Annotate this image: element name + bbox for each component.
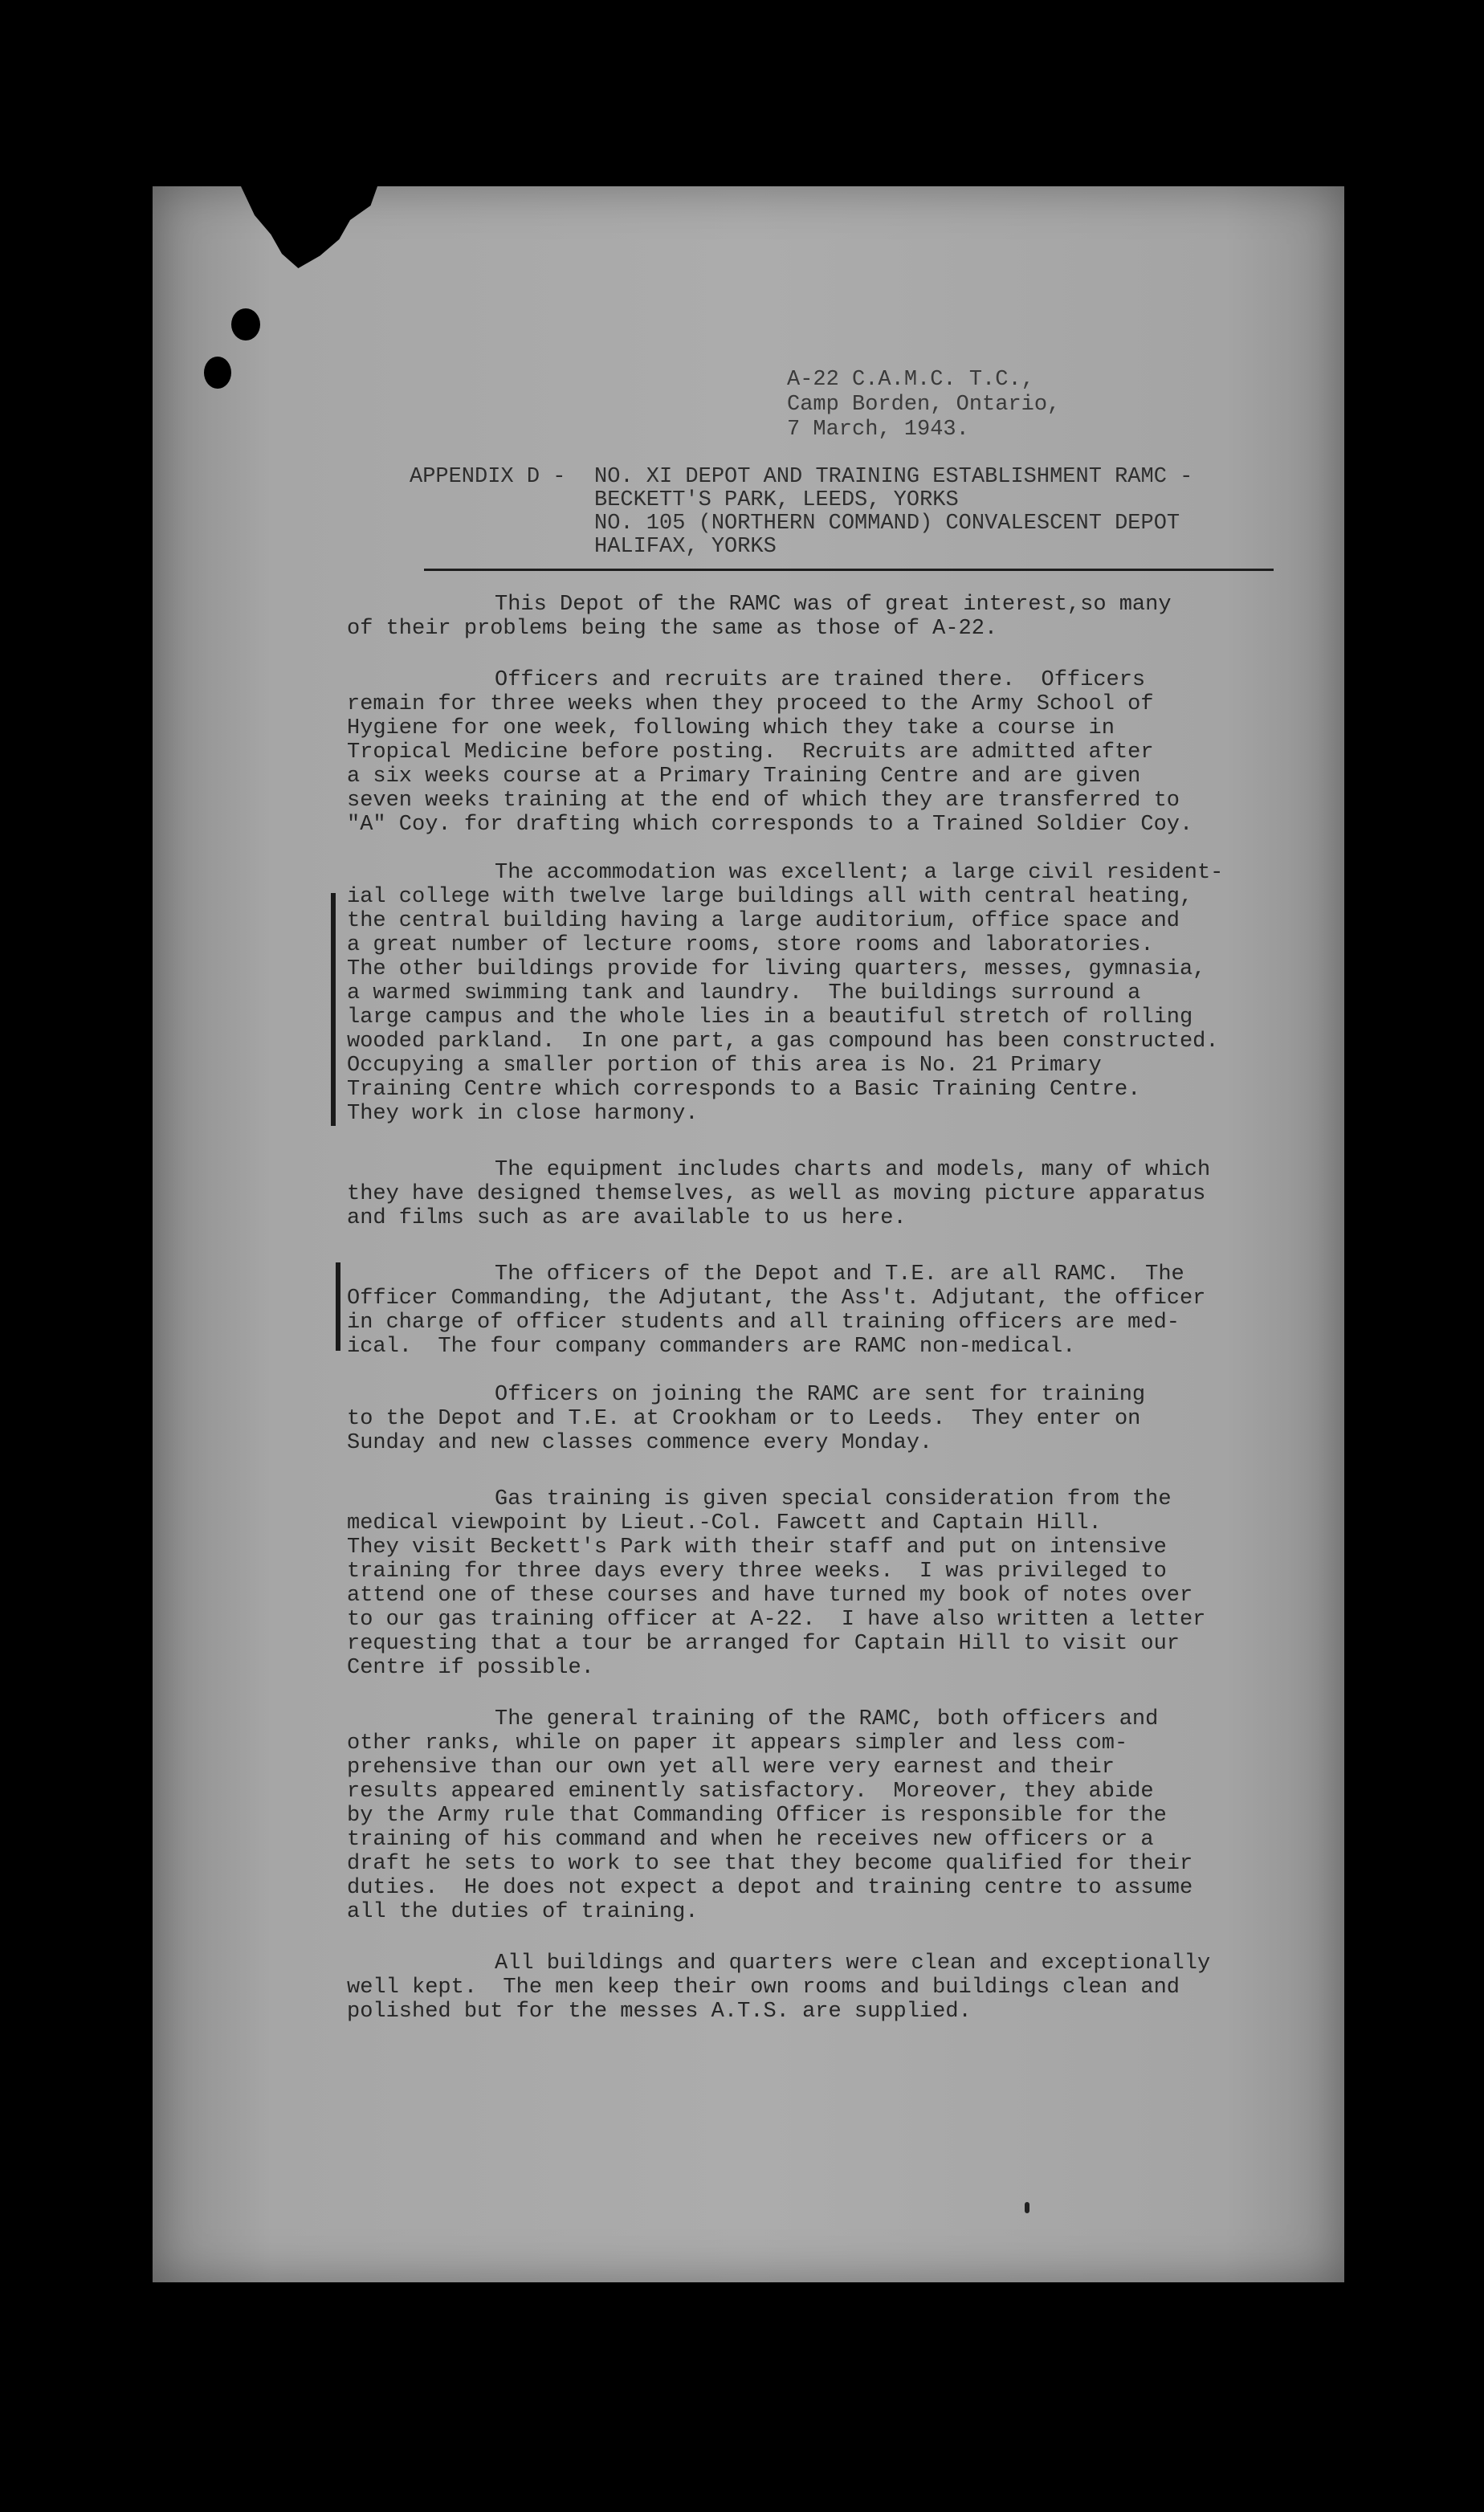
text-line: draft he sets to work to see that they become qualified for their bbox=[347, 1852, 1193, 1876]
text-line: all the duties of training. bbox=[347, 1900, 699, 1924]
text-line: The officers of the Depot and T.E. are all RAMC. The bbox=[495, 1262, 1184, 1287]
text-line: by the Army rule that Commanding Officer is responsible for the bbox=[347, 1804, 1167, 1828]
text-line: Training Centre which corresponds to a Basic Training Centre. bbox=[347, 1078, 1141, 1102]
text-line: a six weeks course at a Primary Training Centre and are given bbox=[347, 765, 1141, 789]
text-line: training of his command and when he receives new officers or a bbox=[347, 1828, 1154, 1852]
punch-hole bbox=[204, 357, 231, 389]
text-line: prehensive than our own yet all were very earnest and their bbox=[347, 1756, 1115, 1780]
text-line: Officers on joining the RAMC are sent for training bbox=[495, 1383, 1146, 1407]
text-line: well kept. The men keep their own rooms and buildings clean and bbox=[347, 1976, 1180, 2000]
text-line: a great number of lecture rooms, store rooms and laboratories. bbox=[347, 933, 1154, 957]
text-line: The equipment includes charts and models, many of which bbox=[495, 1158, 1211, 1182]
text-line: training for three days every three weeks. I was privileged to bbox=[347, 1560, 1167, 1584]
text-line: wooded parkland. In one part, a gas compound has been constructed. bbox=[347, 1030, 1219, 1054]
text-line: to our gas training officer at A-22. I have also written a letter bbox=[347, 1608, 1206, 1632]
text-line: and films such as are available to us here. bbox=[347, 1206, 907, 1230]
paragraph bbox=[347, 593, 1172, 641]
text-line: ial college with twelve large buildings all with central heating, bbox=[347, 885, 1193, 909]
text-line: Hygiene for one week, following which they take a course in bbox=[347, 716, 1115, 740]
paragraph bbox=[347, 1951, 1210, 2024]
header-line: Camp Borden, Ontario, bbox=[787, 393, 1061, 417]
text-line: requesting that a tour be arranged for Captain Hill to visit our bbox=[347, 1632, 1180, 1656]
header-line: A-22 C.A.M.C. T.C., bbox=[787, 368, 1034, 392]
text-line: polished but for the messes A.T.S. are supplied. bbox=[347, 2000, 972, 2024]
text-line: "A" Coy. for drafting which corresponds to a Trained Soldier Coy. bbox=[347, 813, 1193, 837]
punch-hole bbox=[231, 308, 260, 341]
text-line: attend one of these courses and have turned my book of notes over bbox=[347, 1584, 1193, 1608]
margin-mark bbox=[336, 1262, 340, 1351]
text-line: Tropical Medicine before posting. Recruits are admitted after bbox=[347, 740, 1154, 765]
text-line: large campus and the whole lies in a beautiful stretch of rolling bbox=[347, 1005, 1193, 1030]
paragraph bbox=[347, 668, 1192, 837]
appendix-label: APPENDIX D - bbox=[410, 465, 566, 489]
paragraph bbox=[347, 1158, 1210, 1230]
text-line: the central building having a large auditorium, office space and bbox=[347, 909, 1180, 933]
text-line: ical. The four company commanders are RAMC non-medical. bbox=[347, 1335, 1076, 1359]
text-line: Officer Commanding, the Adjutant, the Ass't. Adjutant, the officer bbox=[347, 1287, 1206, 1311]
paragraph bbox=[347, 1487, 1205, 1680]
text-line: They work in close harmony. bbox=[347, 1102, 699, 1126]
title-line: BECKETT'S PARK, LEEDS, YORKS bbox=[594, 488, 959, 512]
text-line: seven weeks training at the end of which they are transferred to bbox=[347, 789, 1180, 813]
paragraph bbox=[347, 1707, 1192, 1924]
title-underline bbox=[424, 569, 1274, 571]
text-line: of their problems being the same as those of A-22. bbox=[347, 617, 998, 641]
title-line: NO. 105 (NORTHERN COMMAND) CONVALESCENT DEPOT bbox=[594, 512, 1180, 536]
text-line: to the Depot and T.E. at Crookham or to Leeds. They enter on bbox=[347, 1407, 1141, 1431]
text-line: results appeared eminently satisfactory. Moreover, they abide bbox=[347, 1780, 1154, 1804]
text-line: Centre if possible. bbox=[347, 1656, 594, 1680]
appendix-title bbox=[410, 466, 1192, 559]
text-line: The other buildings provide for living quarters, messes, gymnasia, bbox=[347, 957, 1206, 981]
title-line: HALIFAX, YORKS bbox=[594, 535, 777, 559]
margin-mark bbox=[331, 893, 336, 1126]
text-line: Sunday and new classes commence every Monday. bbox=[347, 1431, 933, 1455]
text-line: Officers and recruits are trained there. Officers bbox=[495, 668, 1146, 692]
text-line: medical viewpoint by Lieut.-Col. Fawcett and Captain Hill. bbox=[347, 1511, 1102, 1535]
header-line: 7 March, 1943. bbox=[787, 418, 969, 442]
paragraph bbox=[347, 1262, 1205, 1359]
paragraph bbox=[347, 1383, 1145, 1455]
text-line: other ranks, while on paper it appears simpler and less com- bbox=[347, 1731, 1128, 1756]
text-line: The accommodation was excellent; a large civil resident- bbox=[495, 861, 1224, 885]
text-line: duties. He does not expect a depot and training centre to assume bbox=[347, 1876, 1193, 1900]
text-line: This Depot of the RAMC was of great interest,so many bbox=[495, 593, 1172, 617]
text-line: All buildings and quarters were clean and exceptionally bbox=[495, 1951, 1211, 1976]
text-line: Gas training is given special consideration from the bbox=[495, 1487, 1172, 1511]
title-line: NO. XI DEPOT AND TRAINING ESTABLISHMENT RAMC - bbox=[594, 465, 1193, 489]
text-line: a warmed swimming tank and laundry. The buildings surround a bbox=[347, 981, 1141, 1005]
document-header bbox=[787, 368, 1060, 442]
ink-speck bbox=[1025, 2202, 1029, 2213]
text-line: remain for three weeks when they proceed to the Army School of bbox=[347, 692, 1154, 716]
text-line: They visit Beckett's Park with their staff and put on intensive bbox=[347, 1535, 1167, 1560]
text-line: The general training of the RAMC, both officers and bbox=[495, 1707, 1159, 1731]
text-line: Occupying a smaller portion of this area is No. 21 Primary bbox=[347, 1054, 1102, 1078]
text-line: in charge of officer students and all training officers are med- bbox=[347, 1311, 1180, 1335]
paragraph bbox=[347, 861, 1223, 1126]
text-line: they have designed themselves, as well as moving picture apparatus bbox=[347, 1182, 1206, 1206]
